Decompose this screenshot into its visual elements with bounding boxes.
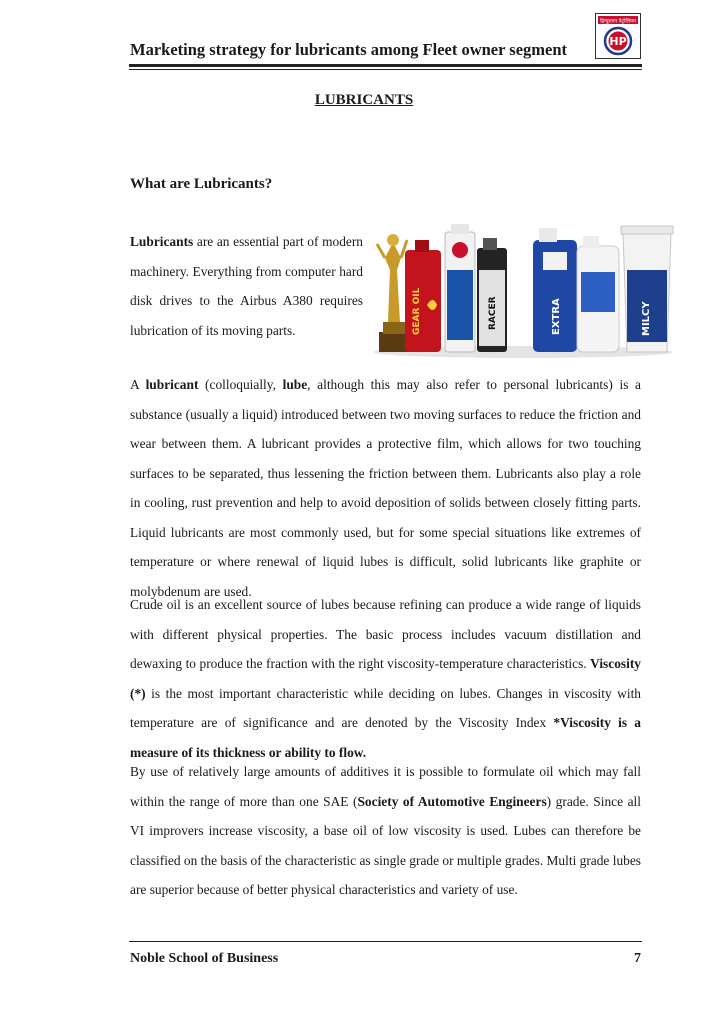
intro-text: are an essential part of modern machinery. Everything from computer hard disk drives to the Airbus A380 requires lubrication of its moving parts. [130, 234, 363, 338]
racer-label: RACER [488, 296, 498, 330]
milcy-bucket [621, 226, 673, 352]
page-number: 7 [634, 951, 641, 966]
blue-white-bottle [445, 224, 475, 352]
bold-viscosity-note: *Viscosity is a measure of its thickness or ability to flow. [130, 715, 641, 760]
racer-bottle [477, 238, 507, 352]
gear-oil-label: GEAR OIL [412, 287, 422, 335]
bold-term-lubricant: lubricant [145, 377, 199, 392]
paragraph-lubricant-definition [130, 370, 641, 606]
text-run: Crude oil is an excellent source of lubes because refining can produce a wide range of liquids with different physical properties. The basic process includes vacuum distillation and dewaxing to produce the fraction with the right viscosity-temperature characteristics. [130, 597, 641, 671]
paragraph-additives [130, 757, 641, 905]
question-heading: What are Lubricants? [130, 176, 273, 192]
lubricant-products-image [371, 210, 675, 358]
hp-logo [595, 13, 641, 59]
logo-text: HP [609, 35, 627, 48]
text-run: ) grade. Since all VI improvers increase viscosity, a base oil of low viscosity is used. Lubes can therefore be classified on the basis of the characteristic as single grade or multiple grades. Multi grade lubes are superior because of better physical characteristics and variety of use. [130, 793, 641, 897]
text-run: , although this may also refer to personal lubricants) is a substance (usually a liquid) introduced between two moving surfaces to reduce the friction and wear between them. A lubricant provides a protective film, which allows for two touching surfaces to be separated, thus lessening the friction between them. Lubricants also play a role in cooling, rust prevention and help to avoid deposition of solids between closely fitting parts. Liquid lubricants are most commonly used, but for some special situations like extremes of temperature or where renewal of liquid lubes is difficult, solid lubricants like graphite or molybdenum are used. [130, 377, 641, 599]
logo-top-text: हिन्दुस्तान पेट्रोलियम [600, 18, 636, 25]
paragraph-crude-oil [130, 590, 641, 767]
footer-rule [129, 941, 642, 942]
section-title: LUBRICANTS [314, 92, 414, 108]
white-jug [577, 236, 619, 352]
bold-term-lube: lube [282, 377, 308, 392]
intro-paragraph [130, 227, 363, 345]
bold-term-sae: Society of Automotive Engineers [357, 793, 547, 809]
extra-label: EXTRA [551, 298, 562, 335]
header-rule-thin [129, 69, 642, 70]
intro-term: Lubricants [130, 234, 194, 249]
extra-blue-can [533, 228, 577, 352]
milcy-label: MILCY [641, 301, 652, 336]
gear-oil-bottle [405, 240, 441, 352]
header-title: Marketing strategy for lubricants among Fleet owner segment [130, 40, 568, 59]
bold-term-viscosity: Viscosity (*) [130, 656, 641, 701]
text-run: (colloquially, [198, 377, 283, 392]
text-run: is the most important characteristic while deciding on lubes. Changes in viscosity with temperature are of significance and are denoted by the Viscosity Index [130, 685, 641, 730]
footer-school-name: Noble School of Business [130, 951, 279, 966]
text-run: By use of relatively large amounts of additives it is possible to formulate oil which may fall within the range of more than one SAE ( [130, 764, 641, 809]
text-run: A [130, 377, 146, 392]
header-rule-thick [129, 64, 642, 67]
